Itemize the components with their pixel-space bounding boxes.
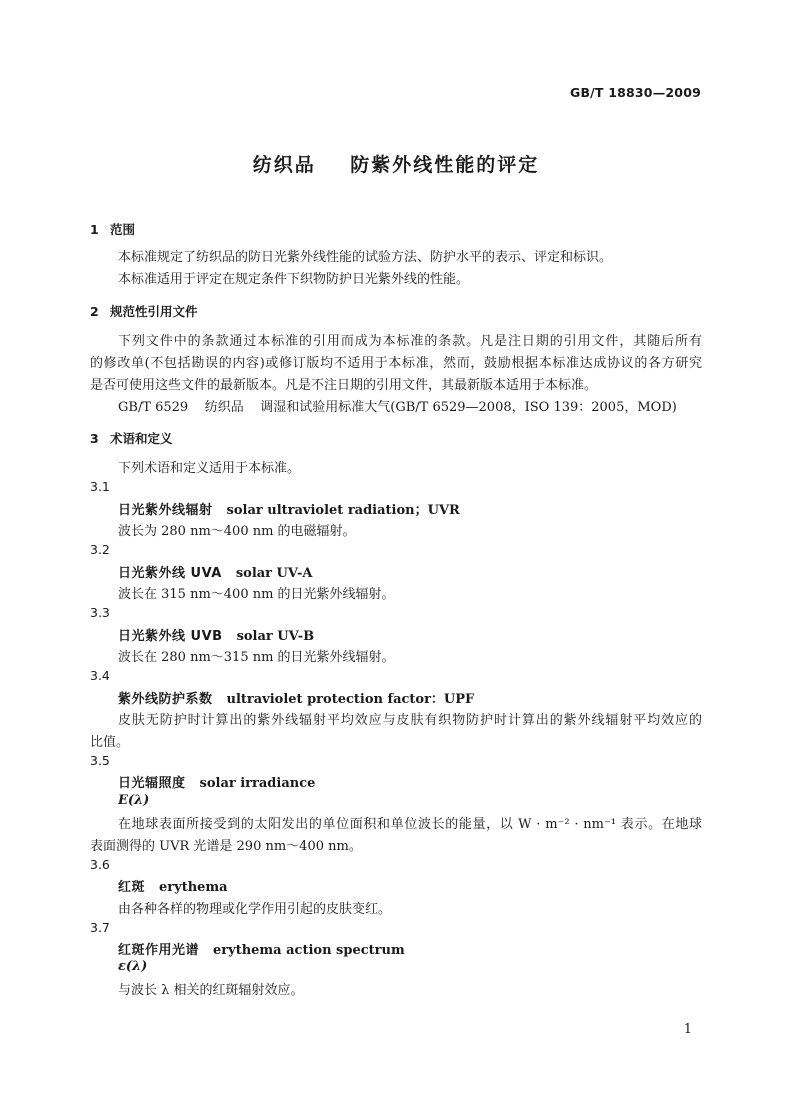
term-entry xyxy=(118,939,792,958)
term-en: erythema xyxy=(159,880,228,895)
paragraph-line: 的修改单(不包括勘误的内容)或修订版均不适用于本标准，然而，鼓励根据本标准达成协议的各方研究 xyxy=(90,356,702,371)
term-entry xyxy=(118,688,792,707)
paragraph: 本标准适用于评定在规定条件下织物防护日光紫外线的性能。 xyxy=(118,272,470,287)
term-en: solar UV-A xyxy=(235,566,313,581)
clause-number: 3.7 xyxy=(90,920,110,935)
paragraph-line: 下列文件中的条款通过本标准的引用而成为本标准的条款。凡是注日期的引用文件，其随后所有 xyxy=(118,334,702,349)
term-definition-line: 皮肤无防护时计算出的紫外线辐射平均效应与皮肤有织物防护时计算出的紫外线辐射平均效应的 xyxy=(118,713,702,728)
term-en: solar ultraviolet radiation；UVR xyxy=(226,503,460,518)
section-number: 2 xyxy=(90,304,99,319)
term-zh: 日光紫外线 UVB xyxy=(118,629,223,644)
term-definition: 波长在 280 nm～315 nm 的日光紫外线辐射。 xyxy=(118,650,395,665)
term-zh: 红斑 xyxy=(118,880,146,895)
clause-number: 3.3 xyxy=(90,605,110,620)
term-zh: 红斑作用光谱 xyxy=(118,943,200,958)
term-en: solar irradiance xyxy=(199,776,316,791)
document-title: 纺织品 防紫外线性能的评定 xyxy=(252,154,540,176)
section-number: 1 xyxy=(90,222,99,237)
section-1-heading xyxy=(90,220,792,238)
clause-number: 3.1 xyxy=(90,479,110,494)
clause-number: 3.5 xyxy=(90,753,110,768)
term-en: ultraviolet protection factor：UPF xyxy=(226,692,475,707)
paragraph-line: 是否可使用这些文件的最新版本。凡是不注日期的引用文件，其最新版本适用于本标准。 xyxy=(90,378,598,393)
term-entry xyxy=(118,772,792,791)
term-definition: 与波长 λ 相关的红斑辐射效应。 xyxy=(118,983,304,998)
term-en: solar UV-B xyxy=(236,629,315,644)
term-zh: 紫外线防护系数 xyxy=(118,692,213,707)
section-title: 术语和定义 xyxy=(110,431,173,446)
term-symbol: E(λ) xyxy=(118,793,150,808)
term-definition-line: 表面测得的 UVR 光谱是 290 nm～400 nm。 xyxy=(90,839,362,854)
term-zh: 日光辐照度 xyxy=(118,776,186,791)
term-entry xyxy=(118,499,792,518)
section-3-heading xyxy=(90,429,792,447)
term-zh: 日光紫外线辐射 xyxy=(118,503,213,518)
term-symbol: ε(λ) xyxy=(118,959,148,974)
section-2-heading xyxy=(90,302,792,320)
term-definition-line: 在地球表面所接受到的太阳发出的单位面积和单位波长的能量，以 W · m⁻² · nm⁻¹ 表示。在地球 xyxy=(118,817,702,832)
page-number: 1 xyxy=(683,1022,692,1037)
section-title: 范围 xyxy=(110,222,136,237)
paragraph: 本标准规定了纺织品的防日光紫外线性能的试验方法、防护水平的表示、评定和标识。 xyxy=(118,250,613,265)
normative-reference: GB/T 6529 纺织品 调湿和试验用标准大气(GB/T 6529—2008，ISO 139：2005，MOD) xyxy=(118,400,677,415)
term-definition: 波长为 280 nm～400 nm 的电磁辐射。 xyxy=(118,524,356,539)
term-entry xyxy=(118,876,792,895)
term-entry xyxy=(118,562,792,581)
paragraph: 下列术语和定义适用于本标准。 xyxy=(118,461,301,476)
clause-number: 3.4 xyxy=(90,668,110,683)
section-title: 规范性引用文件 xyxy=(110,304,198,319)
term-en: erythema action spectrum xyxy=(213,943,405,958)
term-entry xyxy=(118,625,792,644)
section-number: 3 xyxy=(90,431,99,446)
term-definition-line: 比值。 xyxy=(90,735,130,750)
term-zh: 日光紫外线 UVA xyxy=(118,566,222,581)
term-definition: 波长在 315 nm～400 nm 的日光紫外线辐射。 xyxy=(118,587,395,602)
clause-number: 3.6 xyxy=(90,857,110,872)
standard-number: GB/T 18830—2009 xyxy=(569,85,701,100)
clause-number: 3.2 xyxy=(90,542,110,557)
term-definition: 由各种各样的物理或化学作用引起的皮肤变红。 xyxy=(118,902,392,917)
